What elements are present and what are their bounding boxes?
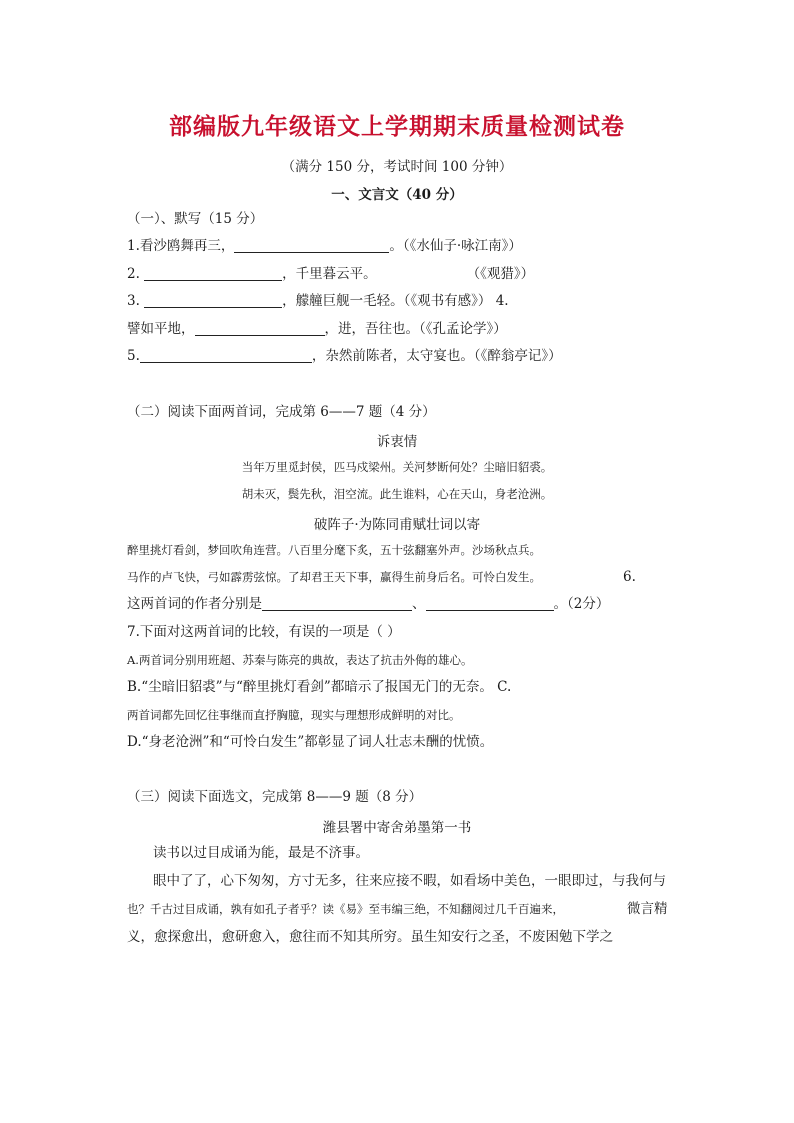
question-2 [127, 265, 534, 283]
paragraph: 微言精 [627, 901, 668, 917]
q2-suffix: ，千里暮云平。 [282, 266, 377, 282]
q5-suffix: ，杂然前陈者，太守宴也。（《醉翁亭记》） [311, 348, 562, 364]
q2-source: （《观猎》） [466, 266, 535, 282]
q6-separator: 、 [412, 596, 426, 612]
q3-suffix: ，艨艟巨舰一毛轻。（《观书有感》） 4. [282, 293, 509, 309]
q6-prefix: 这两首词的作者分别是 [127, 596, 262, 612]
answer-blank[interactable] [144, 293, 282, 308]
option-a: A.两首词分别用班超、苏秦与陈亮的典故，表达了抗击外侮的雄心。 [127, 653, 473, 667]
question-7: 7.下面对这两首词的比较，有误的一项是（ ） [127, 624, 401, 640]
paragraph: 读书以过目成诵为能，最是不济事。 [153, 845, 369, 861]
answer-blank[interactable] [234, 238, 389, 253]
question-6 [127, 595, 609, 613]
text-title: 潍县署中寄舍弟墨第一书 [322, 820, 472, 836]
q1-prefix: 1.看沙鸥舞再三， [127, 238, 235, 254]
q5-prefix: 5. [127, 348, 140, 364]
answer-blank[interactable] [140, 348, 312, 363]
part3-heading: （三）阅读下面选文，完成第 8——9 题（8 分） [127, 789, 423, 805]
answer-blank[interactable] [195, 321, 325, 336]
question-3 [127, 292, 509, 310]
q4-prefix: 譬如平地， [127, 321, 195, 337]
option-b: B.“尘暗旧貂裘”与“醉里挑灯看剑”都暗示了报国无门的无奈。 C. [127, 679, 512, 695]
q1-suffix: 。（《水仙子·咏江南》） [389, 238, 522, 254]
q4-suffix: ，进，吾往也。（《孔孟论学》） [324, 321, 507, 337]
part2-heading: （二）阅读下面两首词，完成第 6——7 题（4 分） [127, 404, 436, 420]
part1-heading: （一）、默写（15 分） [127, 211, 264, 227]
paragraph: 也？千古过目成诵，孰有如孔子者乎？读《易》至韦编三绝，不知翻阅过几千百遍来， [127, 902, 564, 916]
section1-heading: 一、文言文（40 分） [331, 187, 463, 203]
page-title: 部编版九年级语文上学期期末质量检测试卷 [169, 114, 625, 140]
poem2-title: 破阵子·为陈同甫赋壮词以寄 [313, 517, 481, 533]
paragraph: 义，愈探愈出，愈研愈入，愈往而不知其所穷。虽生知安行之圣，不废困勉下学之 [127, 929, 613, 945]
paragraph: 眼中了了，心下匆匆，方寸无多，往来应接不暇，如看场中美色，一眼即过，与我何与 [153, 873, 666, 889]
answer-blank[interactable] [262, 596, 412, 611]
question-6-number: 6. [623, 569, 636, 585]
poem1-title: 诉衷情 [376, 434, 418, 450]
poem2-line: 醉里挑灯看剑，梦回吹角连营。八百里分麾下炙，五十弦翻塞外声。沙场秋点兵。 [127, 543, 541, 557]
question-1 [127, 237, 522, 255]
question-5 [127, 347, 562, 365]
q2-prefix: 2. [127, 266, 145, 282]
subtitle: （满分 150 分，考试时间 100 分钟） [281, 159, 513, 175]
poem1-line: 当年万里觅封侯，匹马戍梁州。关河梦断何处？尘暗旧貂裘。 [241, 460, 553, 474]
option-d: D.“身老沧洲”和“可怜白发生”都彰显了词人壮志未酬的忧愤。 [127, 734, 494, 750]
question-4 [127, 320, 507, 338]
answer-blank[interactable] [426, 596, 554, 611]
poem1-line: 胡未灭，鬓先秋，泪空流。此生谁料，心在天山，身老沧洲。 [241, 487, 553, 501]
answer-blank[interactable] [144, 266, 282, 281]
q6-suffix: 。（2分） [553, 596, 610, 612]
poem2-line: 马作的卢飞快，弓如霹雳弦惊。了却君王天下事，赢得生前身后名。可怜白发生。 [127, 570, 541, 584]
option-c: 两首词都先回忆往事继而直抒胸臆，现实与理想形成鲜明的对比。 [127, 708, 461, 722]
q3-prefix: 3. [127, 293, 145, 309]
